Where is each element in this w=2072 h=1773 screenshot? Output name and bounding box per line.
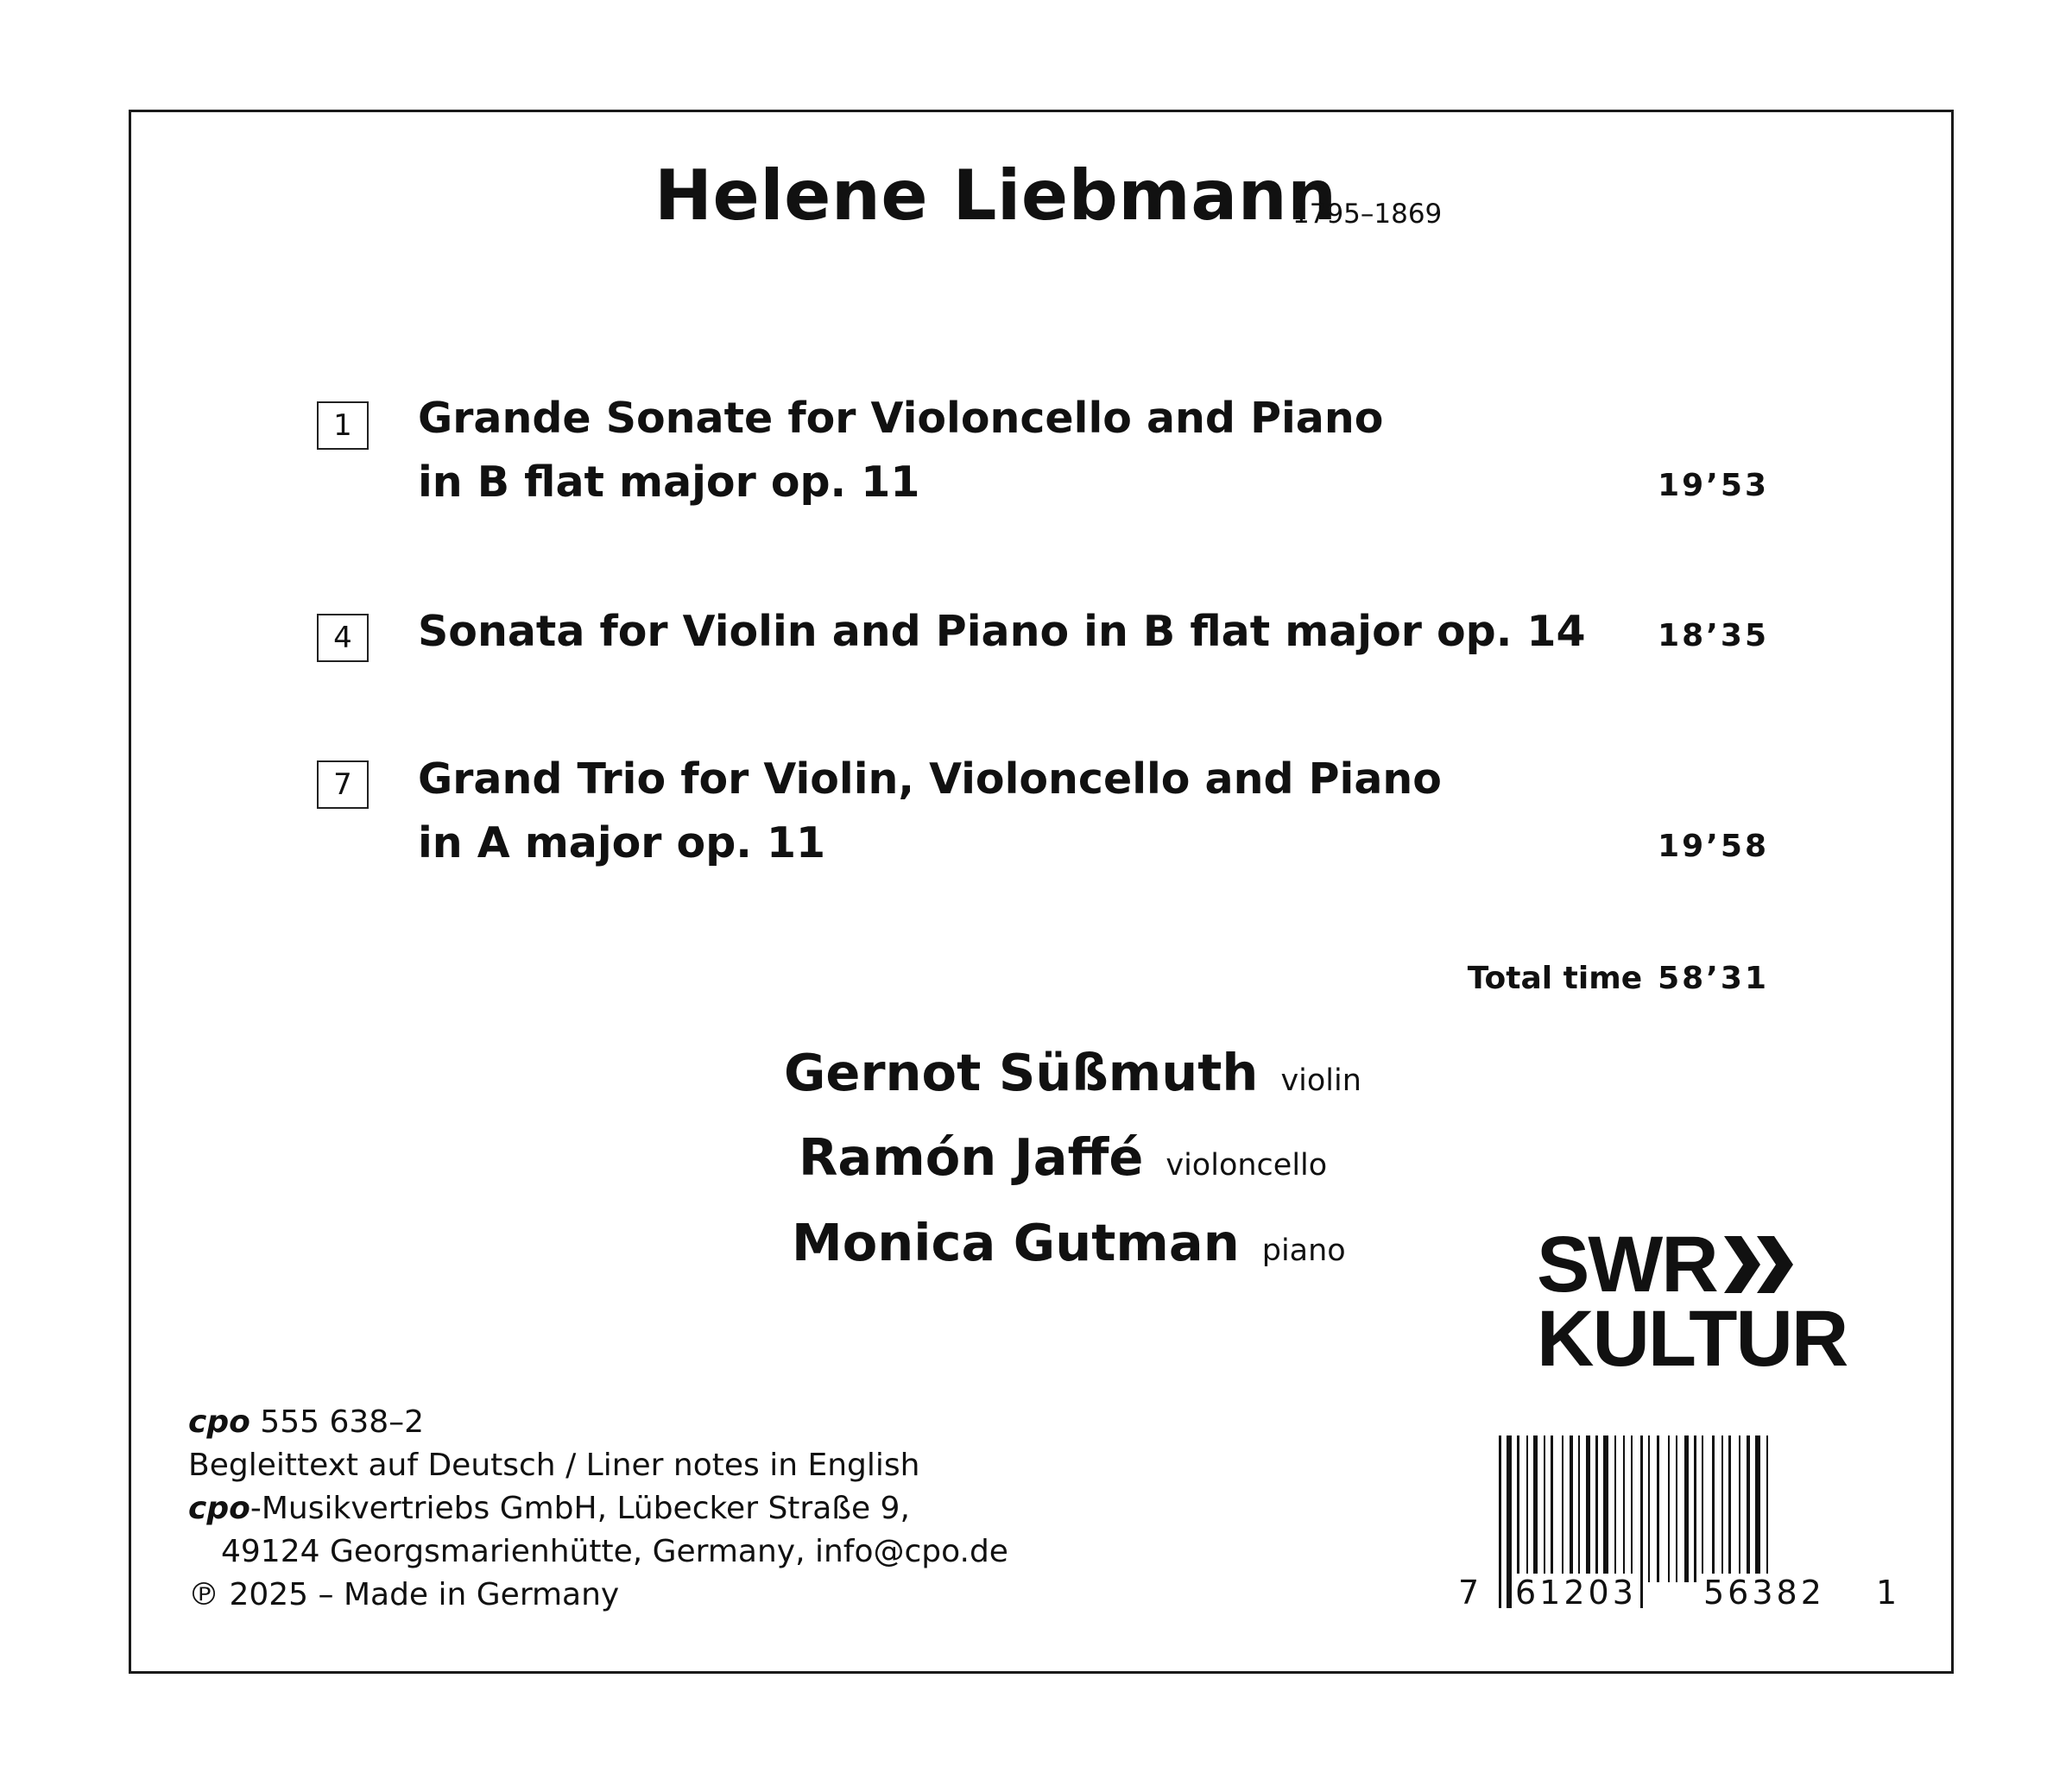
liner-notes-line: Begleittext auf Deutsch / Liner notes in English bbox=[188, 1448, 920, 1483]
barcode-bar bbox=[1595, 1435, 1598, 1582]
performer-name: Ramón Jaffé bbox=[799, 1127, 1144, 1187]
company-line bbox=[188, 1487, 1008, 1530]
catalog-line bbox=[188, 1401, 1008, 1444]
track-title bbox=[418, 600, 1586, 664]
track-title-line: Sonata for Violin and Piano in B flat major op. 14 bbox=[418, 607, 1586, 656]
performer bbox=[799, 1127, 1327, 1187]
track-duration: 18’35 bbox=[1658, 618, 1769, 653]
barcode-bar bbox=[1640, 1435, 1643, 1608]
track-number-box: 4 bbox=[317, 614, 369, 662]
performer-instrument: violoncello bbox=[1166, 1148, 1328, 1183]
cpo-logo: cpo bbox=[188, 1404, 250, 1440]
composer-name: Helene Liebmann bbox=[654, 155, 1337, 236]
barcode-bar bbox=[1603, 1435, 1608, 1582]
performer bbox=[784, 1043, 1361, 1102]
barcode-bar bbox=[1676, 1435, 1677, 1582]
track-duration: 19’53 bbox=[1658, 468, 1769, 503]
copyright-line: ℗ 2025 – Made in Germany bbox=[188, 1577, 620, 1612]
track-title-line: Grande Sonate for Violoncello and Piano bbox=[418, 394, 1384, 443]
barcode-bar bbox=[1507, 1435, 1512, 1608]
barcode-bar bbox=[1544, 1435, 1545, 1582]
track-title-line: Grand Trio for Violin, Violoncello and Piano bbox=[418, 754, 1442, 804]
barcode-digit-first: 7 bbox=[1456, 1574, 1481, 1612]
catalog-number: 555 638–2 bbox=[260, 1404, 425, 1440]
barcode-bar bbox=[1702, 1435, 1703, 1582]
performer-name: Monica Gutman bbox=[792, 1213, 1240, 1272]
track-number-box: 7 bbox=[317, 760, 369, 809]
barcode-bar bbox=[1755, 1435, 1760, 1582]
barcode-bar bbox=[1570, 1435, 1573, 1582]
composer-dates: 1795–1869 bbox=[1292, 199, 1443, 230]
cpo-logo: cpo bbox=[188, 1491, 250, 1526]
total-time bbox=[1468, 961, 1769, 996]
swr-kultur-logo bbox=[1537, 1221, 1848, 1383]
barcode-bar bbox=[1712, 1435, 1715, 1582]
track-number-box: 1 bbox=[317, 401, 369, 450]
address-line: 49124 Georgsmarienhütte, Germany, info@cpo.de bbox=[221, 1534, 1008, 1569]
total-time-value: 58’31 bbox=[1658, 961, 1769, 996]
barcode-bar bbox=[1739, 1435, 1740, 1582]
track-duration: 19’58 bbox=[1658, 829, 1769, 864]
barcode-bar bbox=[1586, 1435, 1590, 1582]
logo-line1: SWR bbox=[1537, 1221, 1717, 1309]
barcode-bar bbox=[1684, 1435, 1689, 1582]
barcode-bar bbox=[1533, 1435, 1538, 1582]
barcode-digit-last: 1 bbox=[1873, 1574, 1899, 1612]
barcode-bar bbox=[1614, 1435, 1616, 1582]
barcode-bar bbox=[1657, 1435, 1659, 1582]
track-title bbox=[418, 387, 1383, 514]
total-time-label: Total time bbox=[1467, 961, 1643, 996]
barcode-bar bbox=[1728, 1435, 1731, 1582]
company-name: -Musikvertriebs GmbH, Lübecker Straße 9, bbox=[250, 1491, 910, 1526]
barcode-bar bbox=[1623, 1435, 1625, 1582]
barcode-bar bbox=[1648, 1435, 1650, 1582]
barcode-digits-right: 56382 bbox=[1701, 1574, 1828, 1612]
barcode-bar bbox=[1668, 1435, 1670, 1582]
barcode-bar bbox=[1551, 1435, 1553, 1582]
track-title bbox=[418, 748, 1442, 875]
track-title-line: in A major op. 11 bbox=[418, 818, 826, 868]
barcode-digits-left: 61203 bbox=[1513, 1574, 1639, 1612]
performer-name: Gernot Süßmuth bbox=[784, 1043, 1259, 1102]
barcode-bar bbox=[1747, 1435, 1750, 1582]
barcode-bar bbox=[1721, 1435, 1723, 1582]
logo-line2: KULTUR bbox=[1537, 1295, 1848, 1383]
barcode-bar bbox=[1526, 1435, 1528, 1582]
barcode-bar bbox=[1766, 1435, 1768, 1582]
track-title-line: in B flat major op. 11 bbox=[418, 457, 920, 507]
double-chevron-icon bbox=[1722, 1233, 1797, 1297]
performer-instrument: piano bbox=[1261, 1234, 1346, 1268]
barcode-bar bbox=[1578, 1435, 1580, 1582]
performer-instrument: violin bbox=[1280, 1063, 1361, 1098]
barcode-bar bbox=[1499, 1435, 1501, 1608]
performer bbox=[792, 1213, 1346, 1272]
barcode-bar bbox=[1694, 1435, 1696, 1582]
barcode-bar bbox=[1517, 1435, 1519, 1582]
imprint bbox=[188, 1401, 1008, 1617]
barcode-bar bbox=[1562, 1435, 1563, 1582]
